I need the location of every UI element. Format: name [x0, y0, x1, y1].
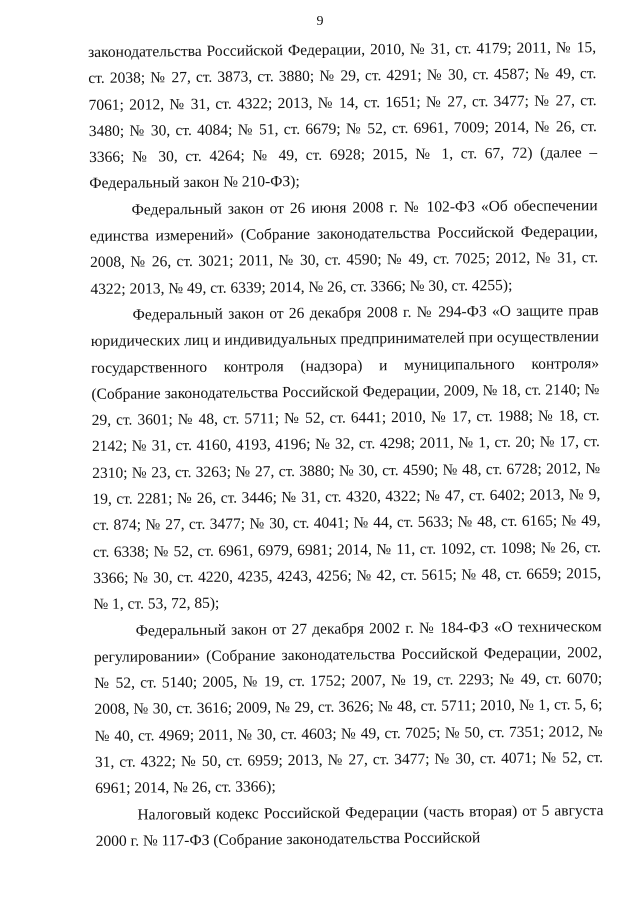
- paragraph-law-102-fz: Федеральный закон от 26 июня 2008 г. № 102-ФЗ «Об обеспечении единства измерений» (Собрание законодательства Российской Федерации, 2008, № 26, ст. 3021; 2011, № 30, ст. 4590; № 49, ст. 7025; 2012, № 31, ст. 4322; 2013, № 49, ст. 6339; 2014, № 26, ст. 3366; № 30, ст. 4255);: [89, 196, 599, 298]
- page-number: 9: [316, 14, 324, 29]
- paragraph-law-184-fz: Федеральный закон от 27 декабря 2002 г. № 184-ФЗ «О техническом регулировании» (Собрание законодательства Российской Федерации, 2002, № 52, ст. 5140; 2005, № 19, ст. 1752; 2007, № 19, ст. 2293; № 49, ст. 6070; 2008, № 30, ст. 3616; 2009, № 29, ст. 3626; № 48, ст. 5711; 2010, № 1, ст. 5, 6; № 40, ст. 4969; 2011, № 30, ст. 4603; № 49, ст. 7025; № 50, ст. 7351; 2012, № 31, ст. 4322; № 50, ст. 6959; 2013, № 27, ст. 3477; № 30, ст. 4071; № 52, ст. 6961; 2014, № 26, ст. 3366);: [93, 617, 603, 798]
- paragraph-tax-code: Налоговый кодекс Российской Федерации (часть вторая) от 5 августа 2000 г. № 117-ФЗ (Собрание законодательства Российской: [95, 801, 604, 850]
- paragraph-law-294-fz: Федеральный закон от 26 декабря 2008 г. № 294-ФЗ «О защите прав юридических лиц и индивидуальных предпринимателей при осуществлении государственного контроля (надзора) и муниципального контроля» (Собрание законодательства Российской Федерации, 2009, № 18, ст. 2140; № 29, ст. 3601; № 48, ст. 5711; № 52, ст. 6441; 2010, № 17, ст. 1988; № 18, ст. 2142; № 31, ст. 4160, 4193, 4196; № 32, ст. 4298; 2011, № 1, ст. 20; № 17, ст. 2310; № 23, ст. 3263; № 27, ст. 3880; № 30, ст. 4590; № 48, ст. 6728; 2012, № 19, ст. 2281; № 26, ст. 3446; № 31, ст. 4320, 4322; № 47, ст. 6402; 2013, № 9, ст. 874; № 27, ст. 3477; № 30, ст. 4041; № 44, ст. 5633; № 48, ст. 6165; № 49, ст. 6338; № 52, ст. 6961, 6979, 6981; 2014, № 11, ст. 1092, ст. 1098; № 26, ст. 3366; № 30, ст. 4220, 4235, 4243, 4256; № 42, ст. 5615; № 48, ст. 6659; 2015, № 1, ст. 53, 72, 85);: [90, 302, 602, 614]
- paragraph-continuation: законодательства Российской Федерации, 2010, № 31, ст. 4179; 2011, № 15, ст. 2038; № 27, ст. 3873, ст. 3880; № 29, ст. 4291; № 30, ст. 4587; № 49, ст. 7061; 2012, № 31, ст. 4322; 2013, № 14, ст. 1651; № 27, ст. 3477; № 27, ст. 3480; № 30, ст. 4084; № 51, ст. 6679; № 52, ст. 6961, 7009; 2014, № 26, ст. 3366; № 30, ст. 4264; № 49, ст. 6928; 2015, № 1, ст. 67, 72) (далее – Федеральный закон № 210-ФЗ);: [88, 39, 598, 193]
- document-body: [88, 35, 604, 855]
